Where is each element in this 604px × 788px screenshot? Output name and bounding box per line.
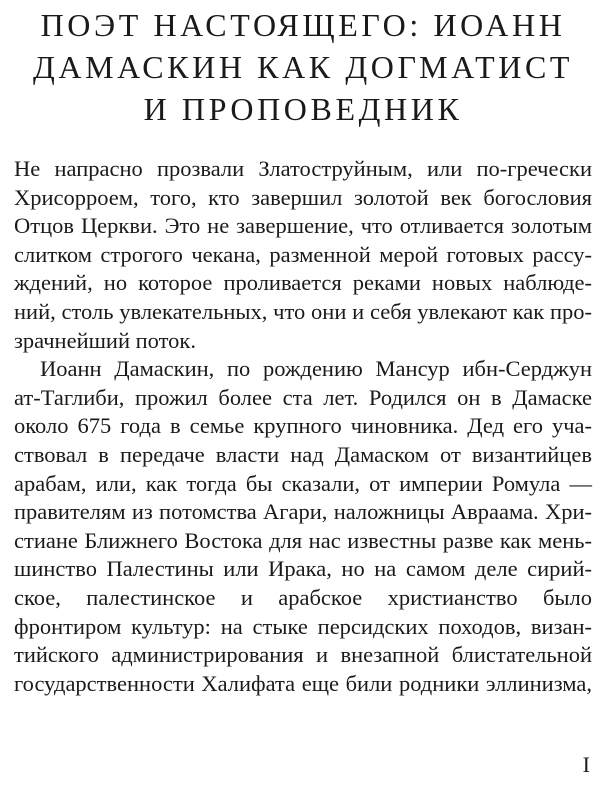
text-line: около 675 года в семье крупного чиновника. Дед его уча- xyxy=(14,413,592,439)
text-line: слитком строгого чекана, разменной мерой готовых рассу- xyxy=(14,241,592,267)
text-line: Не напрасно прозвали Златоструйным, или по-гречески xyxy=(14,156,592,181)
text-line: стиане Ближнего Востока для нас известны разве как мень- xyxy=(14,527,592,553)
text-line: ат-Таглиби, прожил более ста лет. Родился он в Дамаске xyxy=(14,384,592,410)
text-line: ское, палестинское и арабское христианство было xyxy=(14,584,592,610)
page-number: I xyxy=(582,752,590,777)
text-line: правителям из потомства Агари, наложницы Авраама. Хри- xyxy=(14,499,592,525)
chapter-title-line: ПОЭТ НАСТОЯЩЕГО: ИОАНН xyxy=(40,7,566,43)
text-line: ствовал в передаче власти над Дамаском от византийцев xyxy=(14,441,592,467)
text-line: ний, столь увлекательных, что они и себя увлекают как про- xyxy=(14,298,592,324)
chapter-title-line: И ПРОПОВЕДНИК xyxy=(143,91,463,127)
text-line: зрачнейший поток. xyxy=(14,327,196,353)
paragraph xyxy=(14,355,592,698)
text-line: шинство Палестины или Ирака, но на самом деле сирий- xyxy=(14,556,592,582)
text-line: арабам, или, как тогда бы сказали, от империи Ромула — xyxy=(14,470,592,496)
text-line: фронтиром культур: на стыке персидских походов, визан- xyxy=(14,613,592,639)
body-text xyxy=(14,155,592,698)
text-line: государственности Халифата еще били родники эллинизма, xyxy=(14,670,592,696)
text-line: тийского администрирования и внезапной блистательной xyxy=(14,642,592,668)
paragraph xyxy=(14,155,592,355)
text-line: Иоанн Дамаскин, по рождению Мансур ибн-Серджун xyxy=(40,356,592,382)
text-line: Хрисорроем, того, кто завершил золотой век богословия xyxy=(14,184,592,210)
chapter-title xyxy=(14,0,592,130)
text-line: Отцов Церкви. Это не завершение, что отливается золотым xyxy=(14,213,592,239)
text-line: ждений, но которое проливается реками новых наблюде- xyxy=(14,270,592,296)
chapter-title-line: ДАМАСКИН КАК ДОГМАТИСТ xyxy=(32,49,574,85)
